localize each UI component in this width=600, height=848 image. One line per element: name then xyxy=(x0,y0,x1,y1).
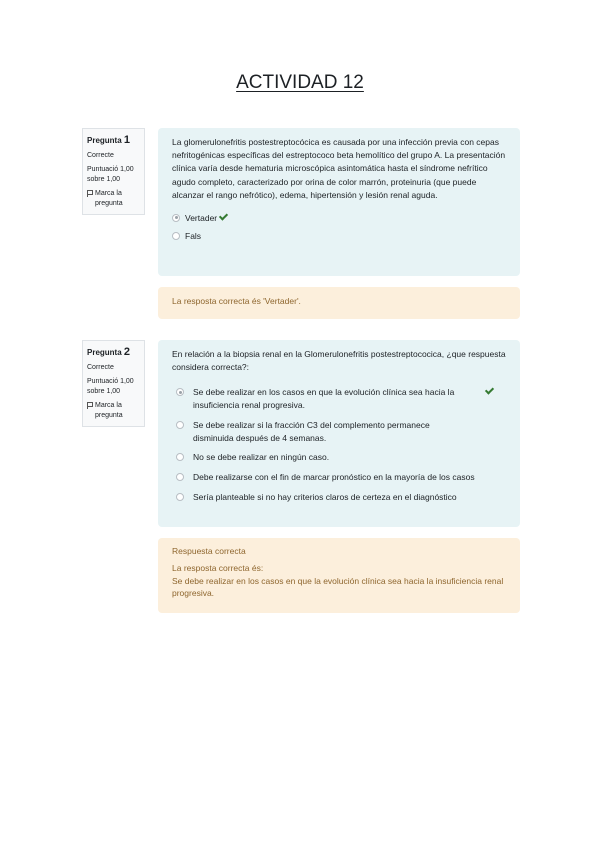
correct-check-icon xyxy=(485,386,494,395)
answer-label: No se debe realizar en ningún caso. xyxy=(193,452,330,463)
question-number-value: 2 xyxy=(123,346,131,358)
question-grade: Puntuació 1,00 sobre 1,00 xyxy=(87,166,134,183)
question-2-feedback xyxy=(158,538,520,613)
question-label: Pregunta xyxy=(87,348,122,357)
answer-option[interactable] xyxy=(176,471,506,484)
flag-label: Marca la pregunta xyxy=(95,190,123,207)
answer-options xyxy=(172,212,506,243)
right-answer-text: Se debe realizar en los casos en que la evolución clínica sea hacia la insuficiencia renal progresiva. xyxy=(172,575,504,598)
question-text: En relación a la biopsia renal en la Glomerulonefritis postestreptococica, ¿que respuesta considera correcta?: xyxy=(172,349,506,373)
answer-option[interactable] xyxy=(176,491,506,504)
answer-option[interactable] xyxy=(172,212,506,225)
flag-icon xyxy=(87,190,93,197)
radio-unselected[interactable] xyxy=(176,473,184,481)
page-title: ACTIVIDAD 12 xyxy=(236,72,364,93)
radio-selected[interactable] xyxy=(172,214,180,222)
answer-label: Se debe realizar en los casos en que la evolución clínica sea hacia la insuficiencia renal progresiva. xyxy=(193,387,455,411)
answer-option[interactable] xyxy=(176,419,506,445)
answer-label: Sería planteable si no hay criterios claros de certeza en el diagnóstico xyxy=(193,491,457,502)
right-answer-text: La resposta correcta és 'Vertader'. xyxy=(172,296,301,306)
question-1-formulation xyxy=(158,128,520,276)
answer-option[interactable] xyxy=(176,386,506,412)
answer-option[interactable] xyxy=(172,230,506,243)
answer-label: Debe realizarse con el fin de marcar pronóstico en la mayoría de los casos xyxy=(193,472,475,483)
question-text: La glomerulonefritis postestreptocócica es causada por una infección previa con cepas nefritogénicas específicas del estreptococo beta hemolítico del grupo A. La presentación clínica varía desde hematuria microscópica asintomática hasta el síndrome nefrítico agudo completo, caracterizado por orina de color marrón, proteinuria (que puede alcanzar el rango nefrótico), edema, hipertensión y lesión renal aguda. xyxy=(172,137,506,200)
radio-unselected[interactable] xyxy=(176,493,184,501)
question-number-value: 1 xyxy=(123,134,131,146)
feedback-status: Respuesta correcta xyxy=(172,546,246,556)
question-grade: Puntuació 1,00 sobre 1,00 xyxy=(87,378,134,395)
radio-unselected[interactable] xyxy=(176,421,184,429)
flag-label: Marca la pregunta xyxy=(95,402,123,419)
question-2-formulation xyxy=(158,340,520,527)
answer-option[interactable] xyxy=(176,451,506,464)
question-1-feedback xyxy=(158,287,520,319)
right-answer-heading: La resposta correcta és: xyxy=(172,563,264,574)
answer-label: Se debe realizar si la fracción C3 del complemento permanece disminuida después de 4 semanas. xyxy=(193,419,430,443)
radio-unselected[interactable] xyxy=(172,232,180,240)
correct-check-icon xyxy=(219,211,228,220)
question-number xyxy=(87,133,140,148)
answer-options xyxy=(172,386,506,503)
question-state: Correcte xyxy=(87,151,114,159)
question-1-info xyxy=(82,128,145,215)
flag-question-link[interactable] xyxy=(87,189,140,208)
question-label: Pregunta xyxy=(87,136,122,145)
question-2-info xyxy=(82,340,145,427)
question-number xyxy=(87,345,140,360)
radio-unselected[interactable] xyxy=(176,453,184,461)
answer-label: Fals xyxy=(185,230,202,241)
answer-label: Vertader xyxy=(185,212,218,223)
question-state: Correcte xyxy=(87,363,114,371)
radio-selected[interactable] xyxy=(176,388,184,396)
flag-icon xyxy=(87,402,93,409)
flag-question-link[interactable] xyxy=(87,401,140,420)
